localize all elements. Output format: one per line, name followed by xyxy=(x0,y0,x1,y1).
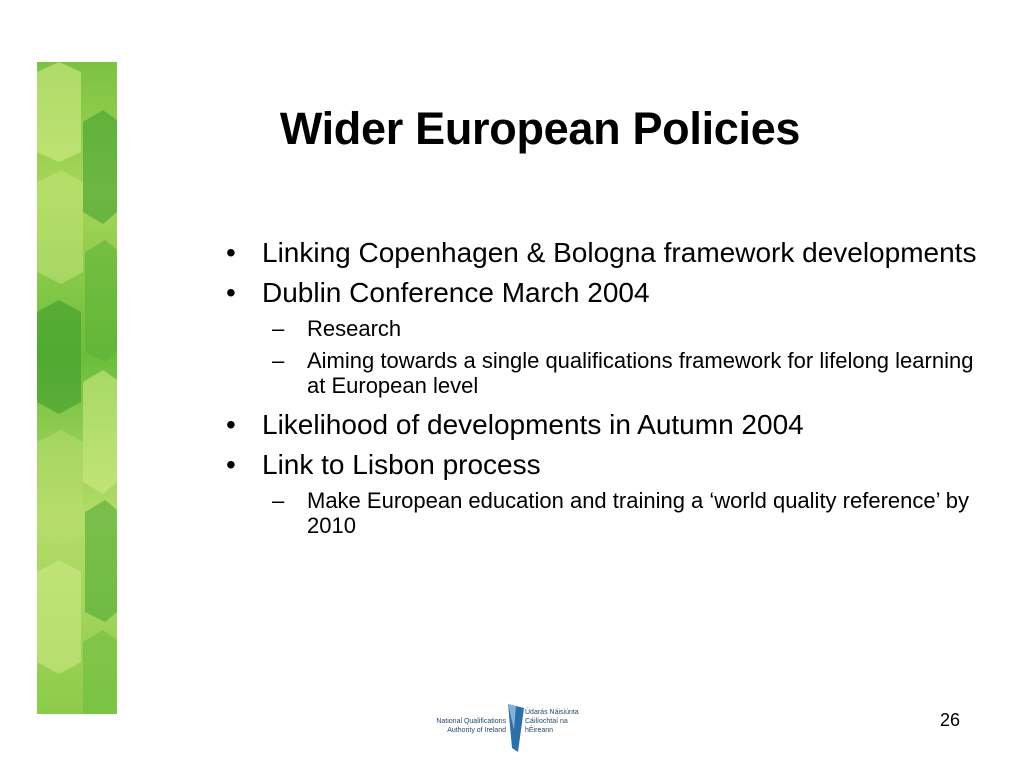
bullet-item xyxy=(222,448,982,481)
logo-text-english: National Qualifications Authority of Ireland xyxy=(436,718,506,734)
sub-bullet-marker: – xyxy=(272,488,285,513)
slide-title: Wider European Policies xyxy=(279,103,801,154)
page-number: 26 xyxy=(940,710,961,730)
bullet-text: Linking Copenhagen & Bologna framework developments xyxy=(262,237,977,268)
bullet-item xyxy=(222,276,982,309)
sub-bullet-marker: – xyxy=(272,348,285,373)
bullet-text: Dublin Conference March 2004 xyxy=(262,277,650,308)
sub-bullet-text: Research xyxy=(307,316,402,341)
sub-bullet-item xyxy=(222,316,982,341)
logo-mark-icon xyxy=(506,700,526,756)
nqai-logo xyxy=(438,700,588,756)
logo-text-irish: Údarás Náisiúnta Cáilíochtaí na hÉireann xyxy=(525,709,579,734)
decorative-side-band xyxy=(37,62,117,714)
sub-bullet-item xyxy=(222,348,982,398)
bullet-marker: • xyxy=(226,409,236,440)
bullet-marker: • xyxy=(226,449,236,480)
bullet-text: Link to Lisbon process xyxy=(262,449,541,480)
sub-bullet-item xyxy=(222,488,982,538)
bullet-marker: • xyxy=(226,277,236,308)
bullet-item xyxy=(222,408,982,441)
sub-bullet-marker: – xyxy=(272,316,285,341)
bullet-item xyxy=(222,236,982,269)
bullet-text: Likelihood of developments in Autumn 2004 xyxy=(262,409,804,440)
sub-bullet-text: Make European education and training a ‘world quality reference’ by 2010 xyxy=(307,488,970,538)
bullet-list xyxy=(222,236,982,545)
bullet-marker: • xyxy=(226,237,236,268)
sub-bullet-text: Aiming towards a single qualifications framework for lifelong learning at European level xyxy=(307,348,974,398)
